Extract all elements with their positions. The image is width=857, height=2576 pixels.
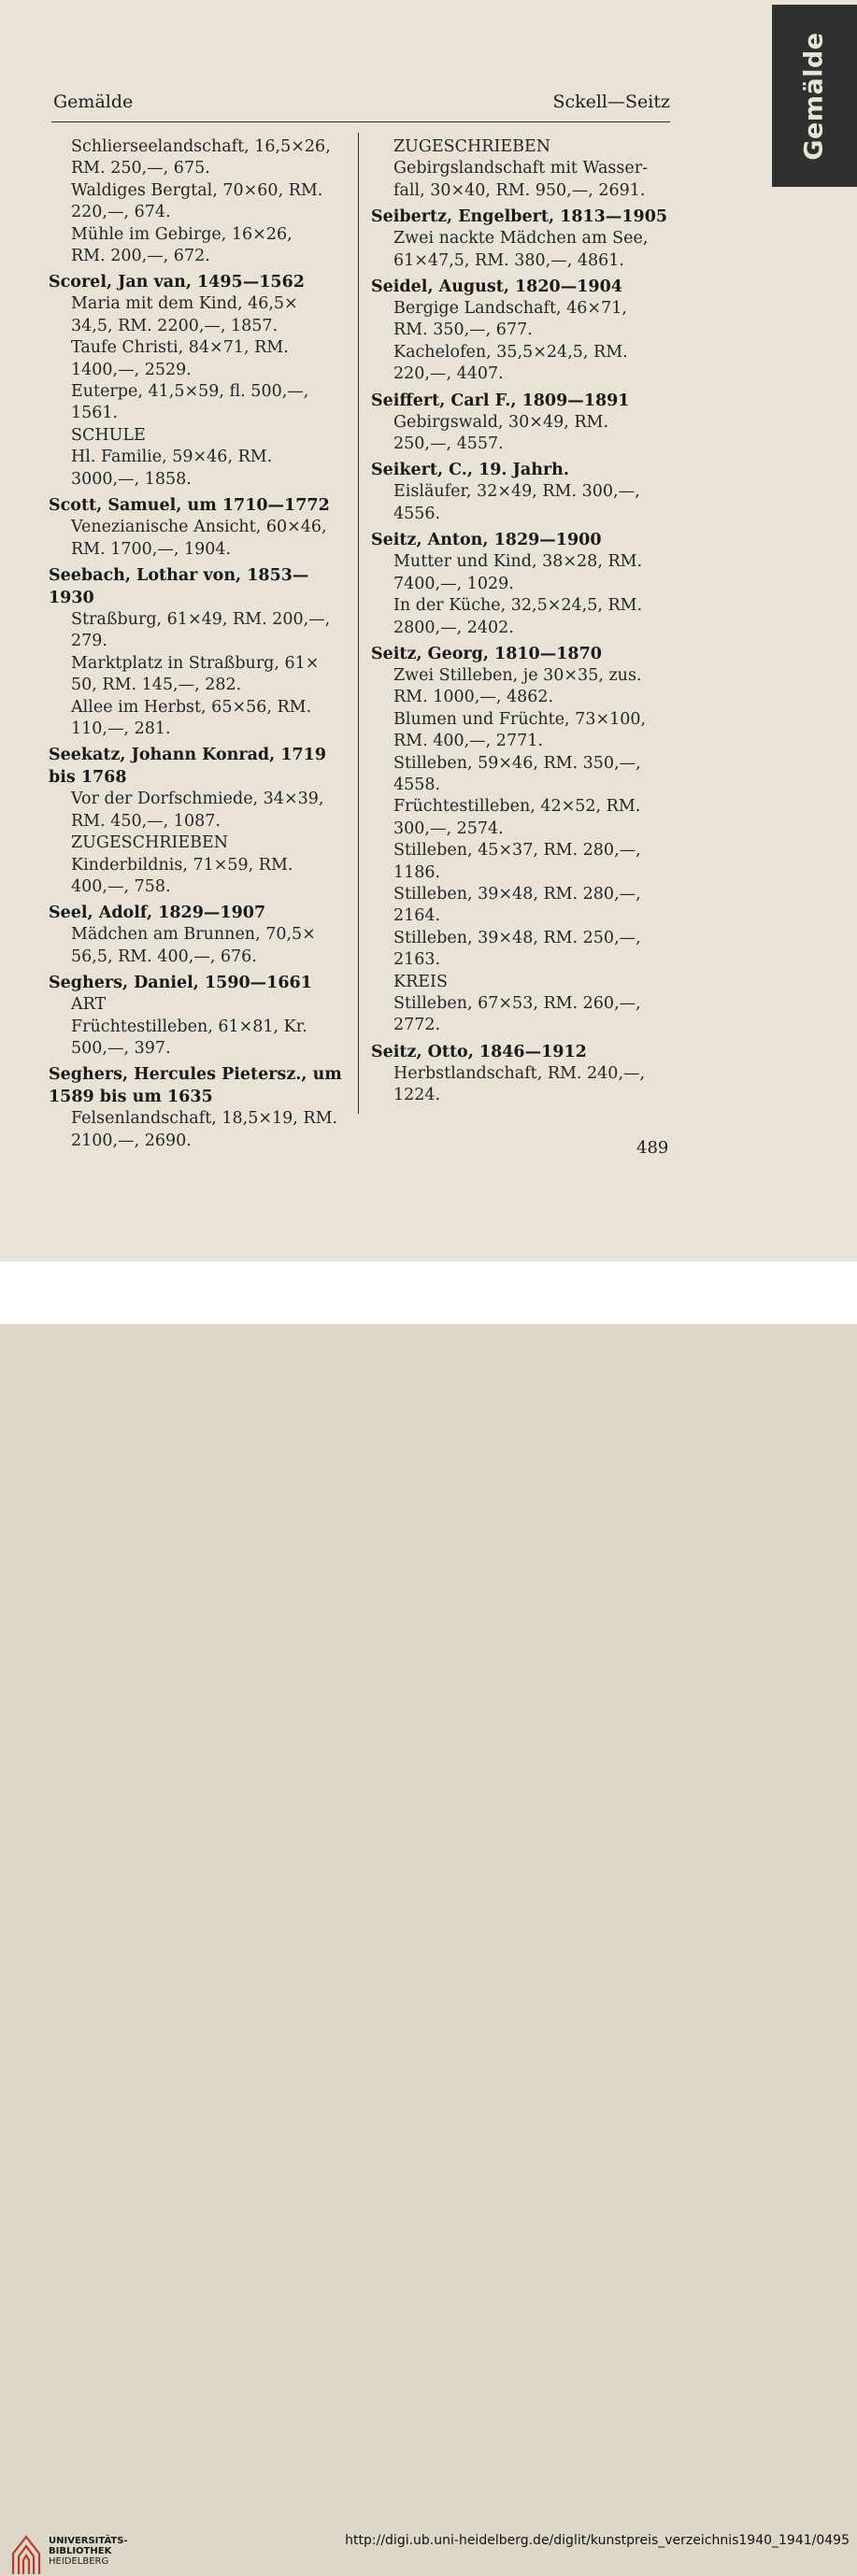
work-line: RM. 200,—, 672. <box>71 247 210 266</box>
catalog-entry <box>49 1063 346 1152</box>
work-line: Marktplatz in Straßburg, 61× <box>71 653 320 673</box>
catalog-entry <box>371 459 670 525</box>
catalog-entry <box>371 529 670 639</box>
work-line: 61×47,5, RM. 380,—, 4861. <box>393 250 624 270</box>
work-line: RM. 1700,—, 1904. <box>71 539 232 559</box>
work-line: 1186. <box>393 862 441 882</box>
work-line: 56,5, RM. 400,—, 676. <box>71 946 257 966</box>
catalog-entry <box>371 276 670 386</box>
work-line: fall, 30×40, RM. 950,—, 2691. <box>393 180 646 200</box>
work-line: 300,—, 2574. <box>393 818 504 838</box>
header-rule <box>51 121 670 122</box>
catalog-entry <box>49 271 346 491</box>
library-name-line: UNIVERSITÄTS- <box>49 2536 128 2546</box>
work-line: Herbstlandschaft, RM. 240,—, <box>393 1063 646 1083</box>
work-line: 4558. <box>393 775 441 794</box>
running-header-left: Gemälde <box>53 92 134 112</box>
works-list <box>71 924 346 968</box>
right-column <box>371 136 670 1107</box>
catalog-entry <box>49 972 346 1060</box>
work-line: Früchtestilleben, 61×81, Kr. <box>71 1017 307 1036</box>
work-line: 400,—, 758. <box>71 876 171 896</box>
catalog-entry <box>49 136 346 267</box>
catalog-entry <box>371 136 670 202</box>
running-header-right: Sckell—Seitz <box>552 92 670 112</box>
work-line: 1561. <box>71 404 119 423</box>
catalog-entry <box>49 494 346 561</box>
catalog-entry <box>49 564 346 740</box>
work-line: Mutter und Kind, 38×28, RM. <box>393 552 643 572</box>
works-list <box>393 228 670 272</box>
work-line: 2100,—, 2690. <box>71 1131 192 1150</box>
works-list <box>71 293 346 491</box>
work-line: Allee im Herbst, 65×56, RM. <box>71 697 312 717</box>
work-line: Hl. Familie, 59×46, RM. <box>71 448 273 467</box>
work-line: 2772. <box>393 1016 441 1035</box>
work-line: KREIS <box>393 972 448 991</box>
section-tab <box>772 5 857 187</box>
artist-heading: Seghers, Hercules Pietersz., um 1589 bis um 1635 <box>49 1065 342 1107</box>
catalog-entry <box>371 643 670 1037</box>
work-line: Waldiges Bergtal, 70×60, RM. <box>71 180 323 200</box>
work-line: Kachelofen, 35,5×24,5, RM. <box>393 342 628 362</box>
catalog-entry <box>371 1041 670 1107</box>
works-list <box>71 609 346 740</box>
works-list <box>71 136 346 267</box>
work-line: Schlierseelandschaft, 16,5×26, <box>71 137 331 156</box>
section-tab-label: Gemälde <box>799 32 829 161</box>
work-line: Stilleben, 45×37, RM. 280,—, <box>393 841 641 861</box>
works-list <box>393 481 670 525</box>
work-line: Stilleben, 59×46, RM. 350,—, <box>393 753 641 773</box>
work-line: 500,—, 397. <box>71 1039 171 1058</box>
artist-heading: Seitz, Anton, 1829—1900 <box>371 531 602 550</box>
works-list <box>393 136 670 202</box>
work-line: Gebirgswald, 30×49, RM. <box>393 412 609 432</box>
work-line: RM. 450,—, 1087. <box>71 811 221 831</box>
work-line: 220,—, 674. <box>71 203 171 222</box>
work-line: SCHULE <box>71 425 146 445</box>
work-line: 50, RM. 145,—, 282. <box>71 676 242 695</box>
work-line: 110,—, 281. <box>71 719 171 738</box>
work-line: Stilleben, 39×48, RM. 280,—, <box>393 884 641 904</box>
artist-heading: Seel, Adolf, 1829—1907 <box>49 904 266 923</box>
left-column <box>49 136 346 1152</box>
work-line: RM. 400,—, 2771. <box>393 732 543 751</box>
work-line: RM. 250,—, 675. <box>71 159 210 178</box>
work-line: Maria mit dem Kind, 46,5× <box>71 294 298 314</box>
works-list <box>71 789 346 898</box>
work-line: Venezianische Ansicht, 60×46, <box>71 518 327 537</box>
artist-heading: Seiffert, Carl F., 1809—1891 <box>371 391 630 410</box>
work-line: Mädchen am Brunnen, 70,5× <box>71 925 316 945</box>
work-line: Gebirgslandschaft mit Wasser- <box>393 159 649 178</box>
work-line: 1400,—, 2529. <box>71 360 192 379</box>
work-line: Blumen und Früchte, 73×100, <box>393 709 647 729</box>
work-line: 250,—, 4557. <box>393 434 504 454</box>
work-line: ZUGESCHRIEBEN <box>393 137 551 156</box>
works-list <box>393 665 670 1037</box>
works-list <box>393 1063 670 1107</box>
catalog-entry <box>49 902 346 968</box>
library-logo-icon <box>9 2531 43 2576</box>
work-line: 4556. <box>393 504 441 523</box>
work-line: Taufe Christi, 84×71, RM. <box>71 338 289 358</box>
works-list <box>393 551 670 639</box>
library-name-line: HEIDELBERG <box>49 2556 109 2567</box>
viewer-footer <box>0 1261 857 2567</box>
artist-heading: Seekatz, Johann Konrad, 1719 bis 1768 <box>49 746 327 788</box>
work-line: In der Küche, 32,5×24,5, RM. <box>393 596 643 616</box>
artist-heading: Seghers, Daniel, 1590—1661 <box>49 974 312 993</box>
catalog-entry <box>49 744 346 898</box>
artist-heading: Seitz, Georg, 1810—1870 <box>371 644 602 663</box>
artist-heading: Scott, Samuel, um 1710—1772 <box>49 496 330 516</box>
work-line: 2163. <box>393 950 441 970</box>
work-line: Straßburg, 61×49, RM. 200,—, <box>71 609 331 629</box>
work-line: Felsenlandschaft, 18,5×19, RM. <box>71 1109 338 1129</box>
works-list <box>393 412 670 456</box>
work-line: 279. <box>71 632 107 651</box>
work-line: Früchtestilleben, 42×52, RM. <box>393 797 641 817</box>
work-line: Bergige Landschaft, 46×71, <box>393 299 627 319</box>
column-divider <box>358 133 359 1114</box>
document-url-link[interactable]: http://digi.ub.uni-heidelberg.de/diglit/kunstpreis_verzeichnis1940_1941/0495 <box>345 2533 850 2548</box>
works-list <box>393 298 670 386</box>
artist-heading: Seidel, August, 1820—1904 <box>371 278 622 297</box>
work-line: RM. 1000,—, 4862. <box>393 688 554 707</box>
work-line: 2800,—, 2402. <box>393 618 514 637</box>
library-name-line: BIBLIOTHEK <box>49 2546 112 2556</box>
works-list <box>71 517 346 561</box>
work-line: 2164. <box>393 906 441 926</box>
catalog-entry <box>371 390 670 456</box>
artist-heading: Seebach, Lothar von, 1853—1930 <box>49 565 309 607</box>
artist-heading: Seikert, C., 19. Jahrh. <box>371 461 569 480</box>
work-line: 7400,—, 1029. <box>393 574 514 593</box>
work-line: Euterpe, 41,5×59, fl. 500,—, <box>71 382 309 402</box>
artist-heading: Scorel, Jan van, 1495—1562 <box>49 273 305 292</box>
work-line: RM. 350,—, 677. <box>393 320 533 340</box>
work-line: Stilleben, 67×53, RM. 260,—, <box>393 994 641 1013</box>
work-line: ZUGESCHRIEBEN <box>71 833 229 853</box>
work-line: Zwei Stilleben, je 30×35, zus. <box>393 665 642 685</box>
work-line: 220,—, 4407. <box>393 364 504 384</box>
work-line: Stilleben, 39×48, RM. 250,—, <box>393 928 641 947</box>
catalog-entry <box>371 206 670 272</box>
work-line: 3000,—, 1858. <box>71 469 192 489</box>
work-line: Zwei nackte Mädchen am See, <box>393 229 649 249</box>
work-line: Mühle im Gebirge, 16×26, <box>71 224 293 244</box>
work-line: Vor der Dorfschmiede, 34×39, <box>71 790 324 809</box>
artist-heading: Seibertz, Engelbert, 1813—1905 <box>371 207 668 227</box>
works-list <box>71 994 346 1060</box>
works-list <box>71 1108 346 1152</box>
work-line: 34,5, RM. 2200,—, 1857. <box>71 316 279 335</box>
scanned-page <box>0 0 857 1261</box>
work-line: Kinderbildnis, 71×59, RM. <box>71 855 293 875</box>
artist-heading: Seitz, Otto, 1846—1912 <box>371 1042 587 1061</box>
library-name <box>49 2536 128 2567</box>
work-line: Eisläufer, 32×49, RM. 300,—, <box>393 482 640 502</box>
work-line: 1224. <box>393 1086 441 1105</box>
work-line: ART <box>71 995 107 1015</box>
page-number: 489 <box>636 1138 669 1158</box>
